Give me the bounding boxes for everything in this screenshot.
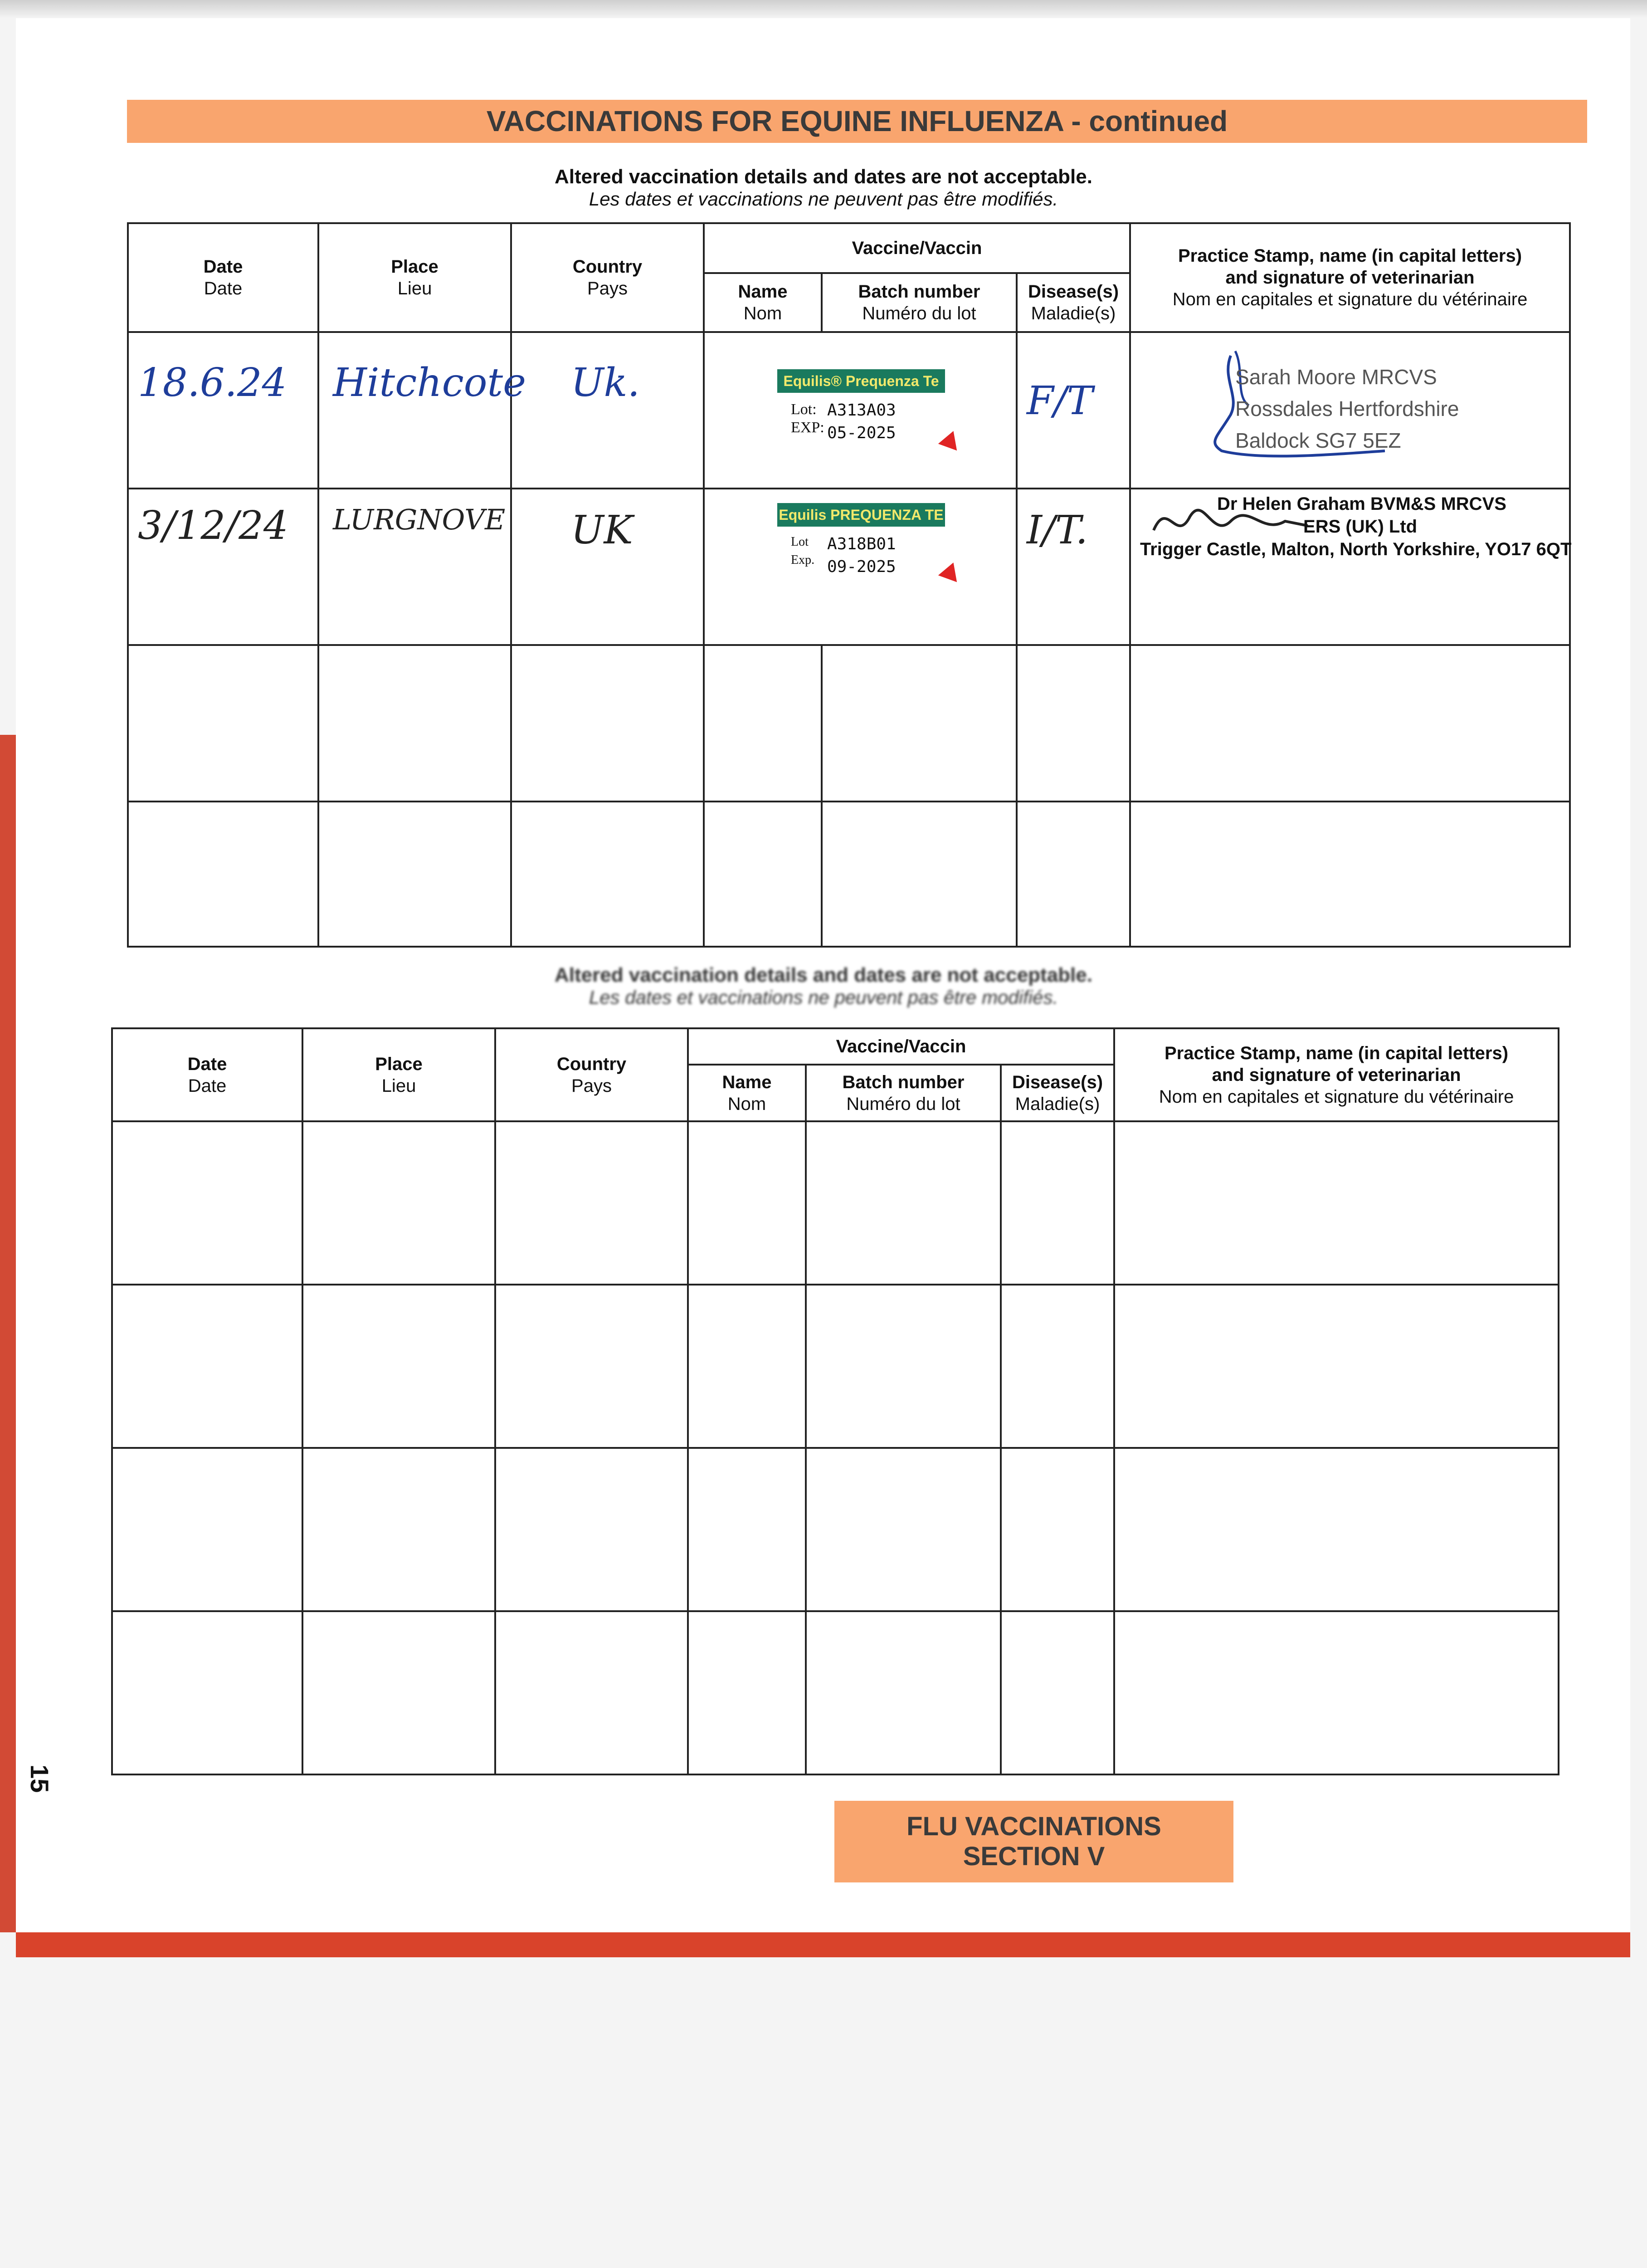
country-value: Uk.	[571, 360, 640, 406]
notice-fr: Les dates et vaccinations ne peuvent pas être modifiés.	[589, 188, 1058, 210]
date-cell	[128, 332, 318, 489]
table-row	[112, 1285, 1559, 1448]
header-place: Place Lieu	[318, 223, 511, 332]
header-practice: Practice Stamp, name (in capital letters) and signature of veterinarian Nom en capitales et signature du vétérinaire	[1114, 1028, 1559, 1121]
page-number: 15	[25, 1765, 54, 1793]
header-disease: Disease(s) Maladie(s)	[1001, 1065, 1114, 1121]
lot-value: A313A03	[827, 401, 896, 420]
header-date: Date Date	[112, 1028, 302, 1121]
header-place: Place Lieu	[302, 1028, 495, 1121]
exp-label: EXP:	[791, 419, 824, 436]
header-batch: Batch number Numéro du lot	[822, 273, 1017, 332]
section-tab-line-1: FLU VACCINATIONS	[906, 1812, 1161, 1841]
exp-label: Exp.	[791, 553, 815, 567]
page-top-shadow	[0, 0, 1647, 18]
vaccination-table-top	[127, 222, 1571, 948]
stamp-cell	[1130, 332, 1570, 489]
header-vaccine: Vaccine/Vaccin	[688, 1028, 1114, 1065]
vaccine-sticker-label: Equilis® Prequenza Te	[777, 369, 945, 393]
section-tab	[834, 1801, 1233, 1882]
notice-en: Altered vaccination details and dates are not acceptable.	[555, 166, 1092, 188]
lot-value: A318B01	[827, 535, 896, 553]
stamp-line-2: Rossdales Hertfordshire	[1235, 397, 1459, 420]
vaccination-table-bottom	[111, 1027, 1559, 1775]
vaccine-sticker-label: Equilis PREQUENZA TE	[777, 503, 945, 527]
stamp-line-2: ERS (UK) Ltd	[1303, 517, 1418, 537]
header-country: Country Pays	[511, 223, 704, 332]
table-row	[128, 489, 1570, 645]
stamp-line-1: Sarah Moore MRCVS	[1235, 365, 1437, 389]
lot-label: Lot:	[791, 401, 817, 418]
date-value: 3/12/24	[138, 503, 288, 548]
red-marker	[938, 428, 963, 451]
red-marker	[938, 559, 963, 582]
header-batch: Batch number Numéro du lot	[806, 1065, 1001, 1121]
notice-bottom	[0, 964, 1647, 1008]
header-practice: Practice Stamp, name (in capital letters) and signature of veterinarian Nom en capitales et signature du vétérinaire	[1130, 223, 1570, 332]
section-tab-line-2: SECTION V	[963, 1842, 1105, 1871]
vaccine-sticker-cell	[704, 332, 1017, 489]
place-value: Hitchcote	[333, 360, 526, 406]
stamp-line-3: Trigger Castle, Malton, North Yorkshire, YO17 6QT	[1140, 539, 1572, 559]
table-row	[112, 1611, 1559, 1774]
place-cell	[318, 332, 526, 489]
stamp-cell	[1130, 489, 1570, 645]
notice-top	[0, 166, 1647, 210]
header-disease: Disease(s) Maladie(s)	[1017, 273, 1130, 332]
date-cell	[128, 489, 318, 645]
lot-label: Lot	[791, 535, 809, 549]
header-name: Name Nom	[704, 273, 822, 332]
disease-cell	[1017, 332, 1130, 489]
exp-value: 09-2025	[827, 557, 896, 576]
booklet-spine	[0, 735, 18, 1932]
exp-value: 05-2025	[827, 424, 896, 442]
table-row	[128, 645, 1570, 802]
place-value: LURGNOVE	[333, 503, 506, 536]
date-value: 18.6.24	[138, 360, 287, 406]
disease-value: F/T	[1027, 378, 1093, 424]
country-value: UK	[571, 508, 633, 553]
table-row	[128, 332, 1570, 489]
disease-cell	[1017, 489, 1130, 645]
table-row	[112, 1121, 1559, 1285]
table-row	[128, 802, 1570, 947]
header-vaccine: Vaccine/Vaccin	[704, 223, 1130, 273]
vaccine-sticker-cell	[704, 489, 1017, 645]
stamp-line-3: Baldock SG7 5EZ	[1235, 429, 1401, 452]
table-row	[112, 1448, 1559, 1611]
header-date: Date Date	[128, 223, 318, 332]
header-name: Name Nom	[688, 1065, 806, 1121]
disease-value: I/T.	[1027, 508, 1088, 553]
country-cell	[511, 332, 704, 489]
section-banner	[127, 100, 1587, 143]
notice-fr: Les dates et vaccinations ne peuvent pas être modifiés.	[589, 987, 1058, 1008]
country-cell	[511, 489, 704, 645]
header-country: Country Pays	[495, 1028, 688, 1121]
banner-title: VACCINATIONS FOR EQUINE INFLUENZA - continued	[486, 105, 1228, 137]
place-cell	[318, 489, 511, 645]
stamp-line-1: Dr Helen Graham BVM&S MRCVS	[1217, 494, 1506, 514]
notice-en: Altered vaccination details and dates are not acceptable.	[555, 964, 1092, 986]
